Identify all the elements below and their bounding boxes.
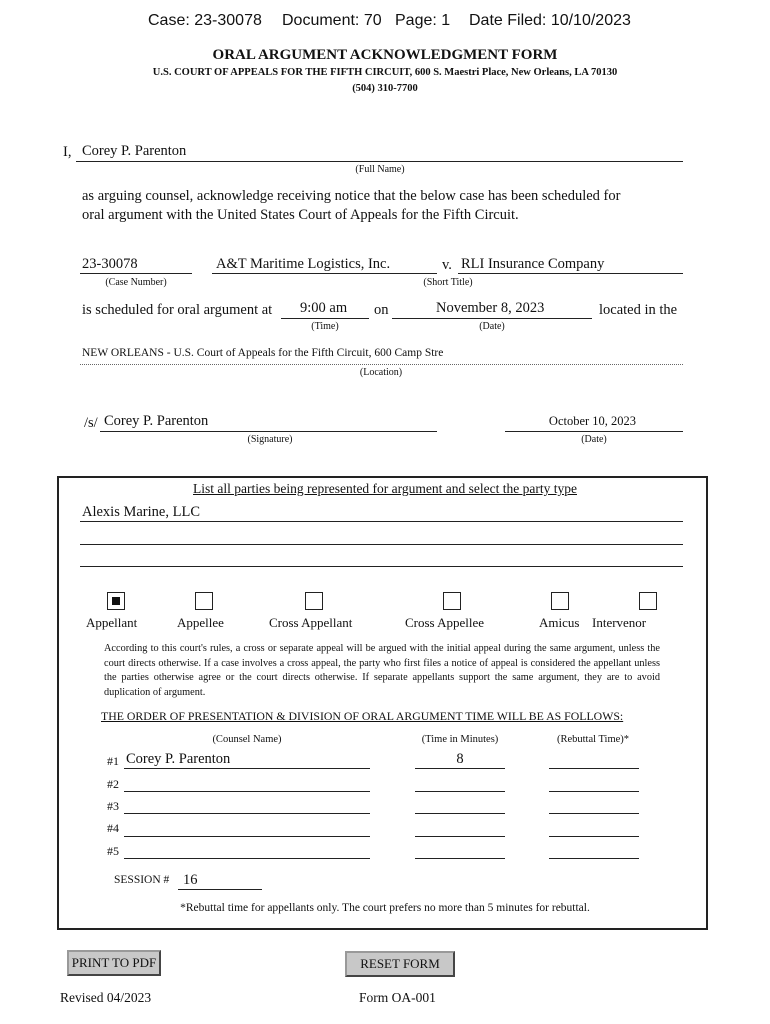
versus-label: v. — [442, 257, 452, 273]
form-title: ORAL ARGUMENT ACKNOWLEDGMENT FORM — [212, 47, 558, 63]
cross-appellee-checkbox[interactable] — [443, 592, 461, 610]
appellee-checkbox[interactable] — [195, 592, 213, 610]
appellee-label: Appellee — [177, 615, 224, 630]
header-page: Page: 1 — [395, 12, 451, 29]
full-name-caption: (Full Name) — [355, 164, 405, 175]
row1-rebuttal-line — [549, 768, 639, 769]
date-field[interactable]: November 8, 2023 — [436, 300, 545, 316]
row3-name-line — [124, 813, 370, 814]
row2-time-line — [415, 791, 505, 792]
parties-heading: List all parties being represented for argument and select the party type — [193, 481, 577, 496]
cross-appeal-rule-text: According to this court's rules, a cross or separate appeal will be argued with the initial appeal during the same argument, unless the court directs otherwise. If a case involves a cross appeal, the party who first files a notice of appeal is considered the appellant unless the parties otherwise agree or the court directs otherwise. If separate appellants support the same argument, they are to avoid duplication of argument. — [104, 643, 660, 698]
signature-date-caption: (Date) — [581, 434, 607, 445]
cross-appellant-label: Cross Appellant — [269, 615, 353, 630]
short-title-caption: (Short Title) — [423, 277, 473, 288]
schedule-prefix: is scheduled for oral argument at — [82, 302, 273, 318]
time-caption: (Time) — [311, 321, 339, 332]
col-counsel-name: (Counsel Name) — [212, 734, 282, 745]
row2-name-line — [124, 791, 370, 792]
appellant-checkbox[interactable] — [107, 592, 125, 610]
row2-rebuttal-line — [549, 791, 639, 792]
time-field[interactable]: 9:00 am — [300, 300, 348, 316]
row4-number: #4 — [107, 821, 119, 835]
row1-counsel-name[interactable]: Corey P. Parenton — [126, 751, 231, 767]
location-caption: (Location) — [359, 367, 403, 378]
party1-field[interactable]: A&T Maritime Logistics, Inc. — [216, 256, 391, 272]
col-time-minutes: (Time in Minutes) — [421, 734, 499, 745]
signature-date-field[interactable]: October 10, 2023 — [548, 414, 637, 428]
party-line-1[interactable]: Alexis Marine, LLC — [82, 504, 200, 520]
location-field[interactable]: NEW ORLEANS - U.S. Court of Appeals for the Fifth Circuit, 600 Camp Stre — [82, 347, 444, 359]
full-name-field[interactable]: Corey P. Parenton — [82, 143, 187, 159]
form-id: Form OA-001 — [359, 990, 436, 1005]
party-line-2-rule — [80, 544, 683, 545]
row4-name-line — [124, 836, 370, 837]
signature-prefix: /s/ — [84, 415, 98, 431]
i-label: I, — [63, 144, 72, 160]
appellant-label: Appellant — [86, 615, 138, 630]
session-line — [178, 889, 262, 890]
on-label: on — [374, 302, 389, 318]
full-name-line — [76, 161, 683, 162]
cross-appellant-checkbox[interactable] — [305, 592, 323, 610]
court-address: U.S. COURT OF APPEALS FOR THE FIFTH CIRCUIT, 600 S. Maestri Place, New Orleans, LA 70130 — [152, 67, 618, 78]
row2-number: #2 — [107, 777, 119, 791]
location-line — [80, 364, 683, 365]
amicus-label: Amicus — [539, 615, 580, 630]
print-to-pdf-button[interactable]: PRINT TO PDF — [67, 950, 161, 976]
amicus-checkbox[interactable] — [551, 592, 569, 610]
cross-appellee-label: Cross Appellee — [405, 615, 485, 630]
header-case: Case: 23-30078 — [148, 12, 262, 29]
row5-time-line — [415, 858, 505, 859]
case-number-field[interactable]: 23-30078 — [82, 256, 138, 272]
time-line — [281, 318, 369, 319]
row4-time-line — [415, 836, 505, 837]
reset-form-button[interactable]: RESET FORM — [345, 951, 455, 977]
signature-line — [100, 431, 437, 432]
party2-line — [458, 273, 683, 274]
row1-time[interactable]: 8 — [456, 751, 464, 767]
intervenor-label: Intervenor — [592, 615, 647, 630]
row3-number: #3 — [107, 799, 119, 813]
col-rebuttal-time: (Rebuttal Time)* — [556, 734, 630, 745]
row5-number: #5 — [107, 844, 119, 858]
row1-time-line — [415, 768, 505, 769]
session-number-field[interactable]: 16 — [183, 872, 198, 888]
signature-caption: (Signature) — [247, 434, 293, 445]
statement-line1: as arguing counsel, acknowledge receiving notice that the below case has been scheduled for — [82, 188, 621, 204]
date-caption: (Date) — [479, 321, 505, 332]
party-line-1-rule — [80, 521, 683, 522]
date-line — [392, 318, 592, 319]
rebuttal-footnote: *Rebuttal time for appellants only. The court prefers no more than 5 minutes for rebuttal. — [180, 902, 590, 914]
party2-field[interactable]: RLI Insurance Company — [461, 256, 605, 272]
case-number-line — [80, 273, 192, 274]
signature-date-line — [505, 431, 683, 432]
header-document: Document: 70 — [282, 12, 382, 29]
revised-date: Revised 04/2023 — [60, 990, 152, 1005]
court-phone: (504) 310-7700 — [352, 83, 418, 94]
order-heading: THE ORDER OF PRESENTATION & DIVISION OF ORAL ARGUMENT TIME WILL BE AS FOLLOWS: — [101, 709, 624, 723]
statement-line2: oral argument with the United States Court of Appeals for the Fifth Circuit. — [82, 207, 519, 223]
row1-name-line — [124, 768, 370, 769]
party1-line — [212, 273, 437, 274]
case-number-caption: (Case Number) — [105, 277, 167, 288]
session-label: SESSION # — [114, 874, 170, 886]
schedule-suffix: located in the — [599, 302, 678, 318]
row3-rebuttal-line — [549, 813, 639, 814]
header-date-filed: Date Filed: 10/10/2023 — [469, 12, 631, 29]
row4-rebuttal-line — [549, 836, 639, 837]
row5-name-line — [124, 858, 370, 859]
party-line-3-rule — [80, 566, 683, 567]
row1-number: #1 — [107, 754, 119, 768]
row5-rebuttal-line — [549, 858, 639, 859]
intervenor-checkbox[interactable] — [639, 592, 657, 610]
row3-time-line — [415, 813, 505, 814]
signature-field[interactable]: Corey P. Parenton — [104, 413, 209, 429]
